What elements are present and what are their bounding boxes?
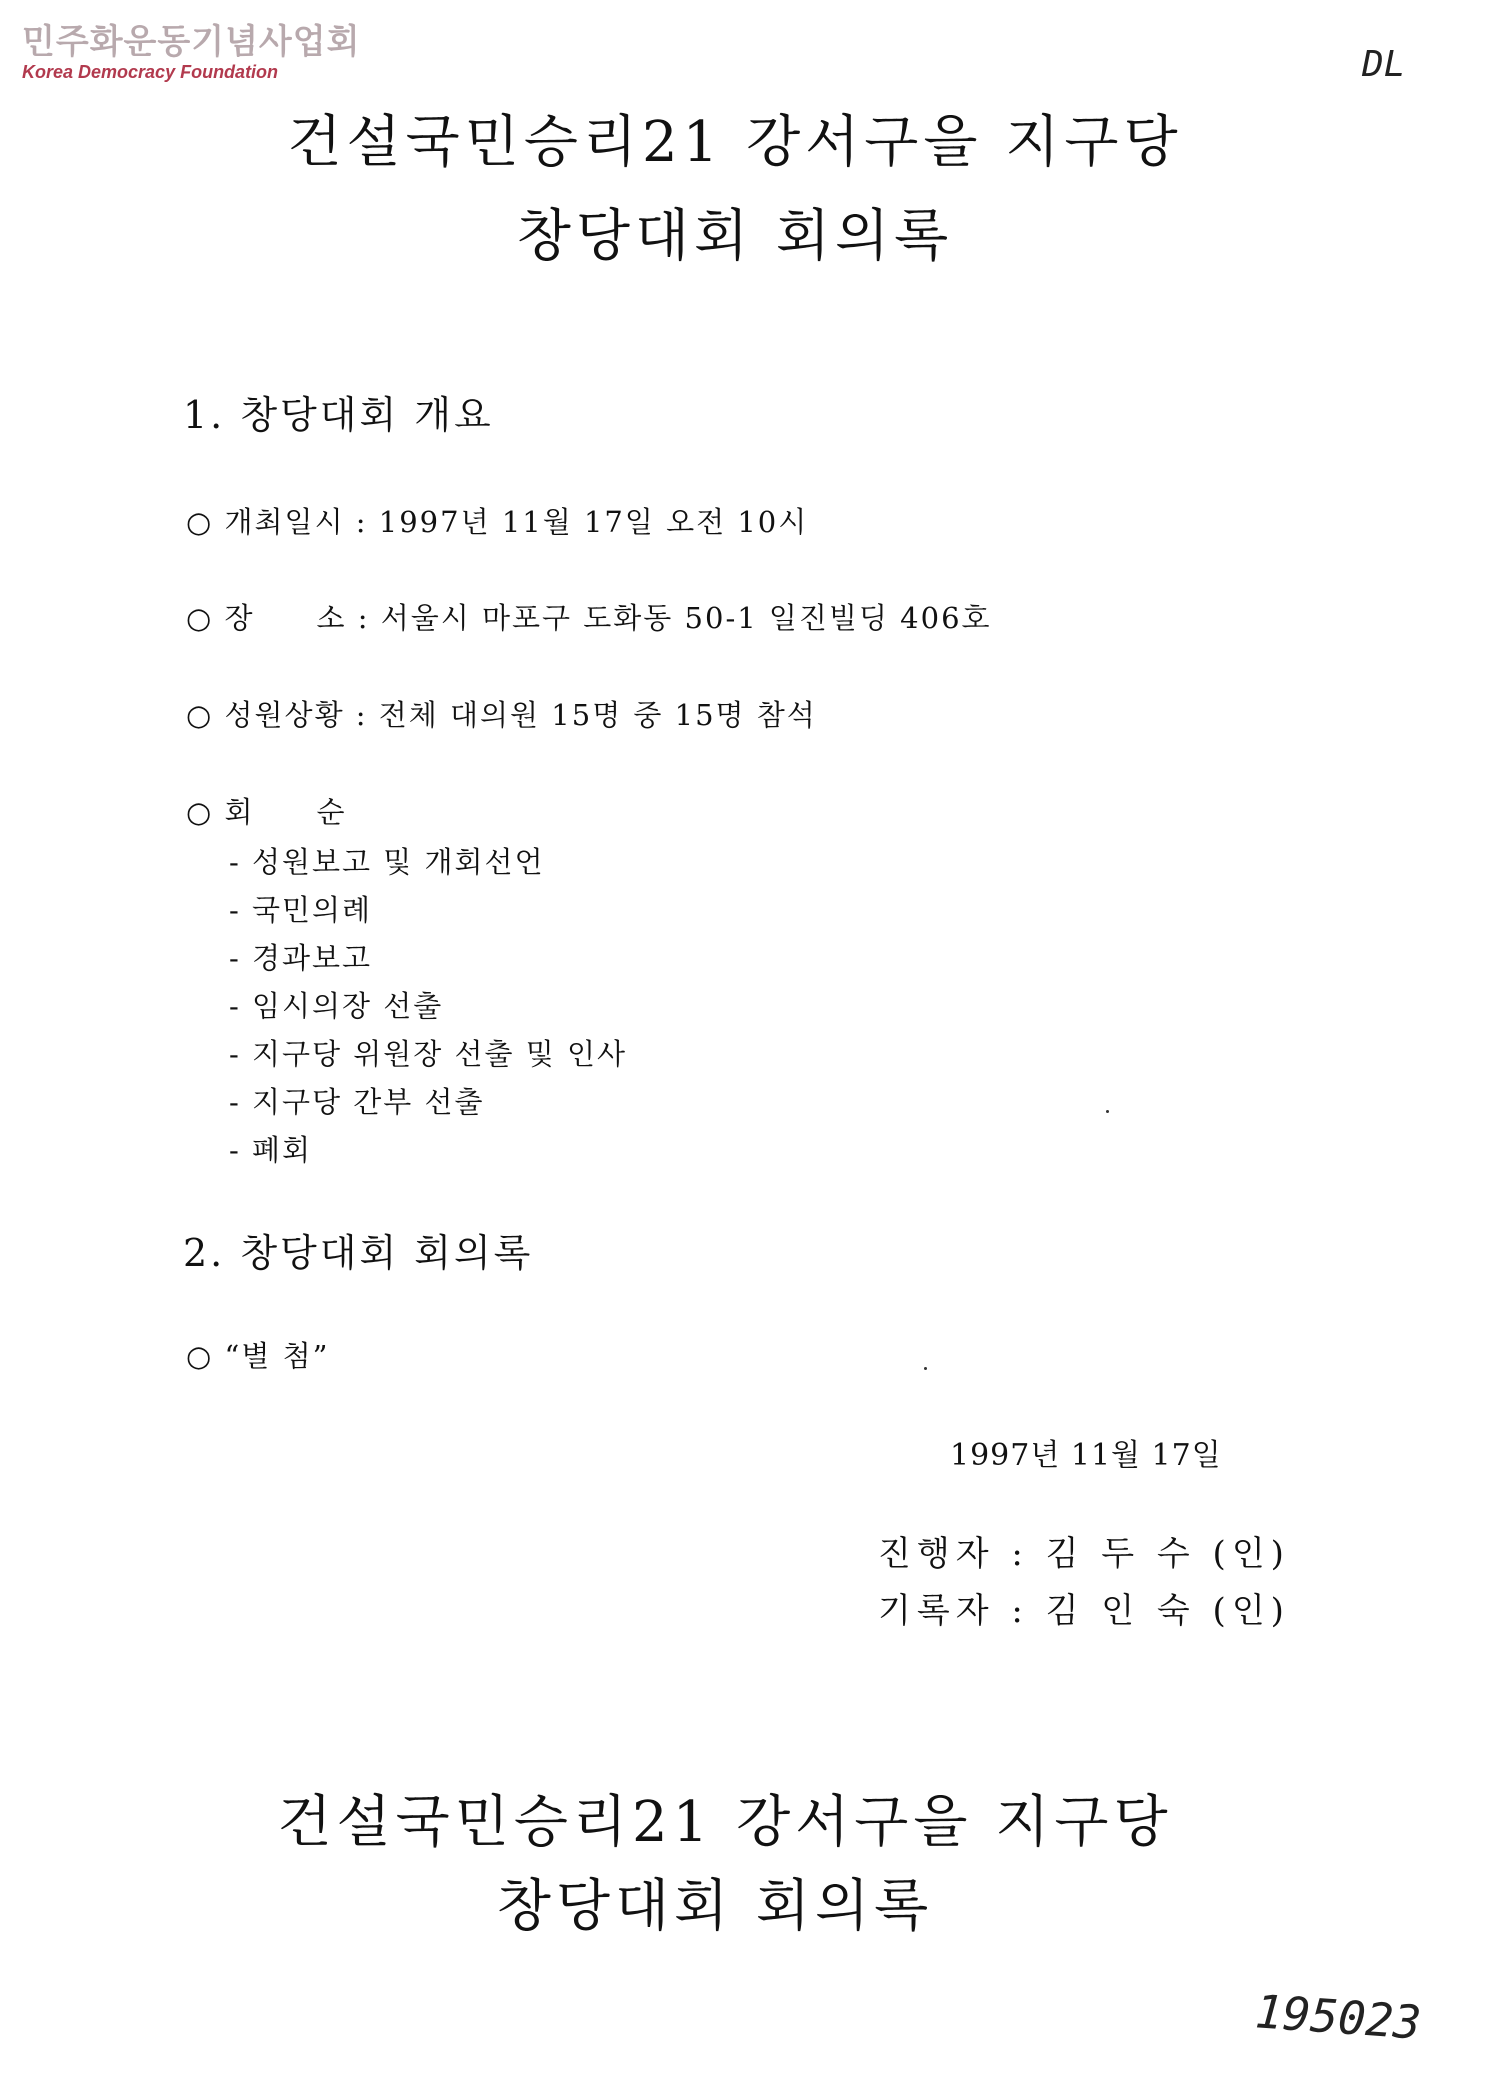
meeting-datetime: ○ 개최일시 : 1997년 11월 17일 오전 10시 xyxy=(186,505,809,539)
handwritten-document-number: 195023 xyxy=(1253,1984,1423,2050)
scan-speck xyxy=(1106,1110,1109,1113)
quorum-status: ○ 성원상황 : 전체 대의원 15명 중 15명 참석 xyxy=(186,698,817,732)
agenda-item: - 성원보고 및 개회선언 xyxy=(229,845,545,879)
agenda-label: ○ 회 순 xyxy=(186,795,347,829)
attachment-note: ○ “별 첨” xyxy=(186,1339,330,1373)
agenda-item: - 지구당 간부 선출 xyxy=(229,1085,485,1119)
recorder-signature: 기록자 : 김 인 숙 (인) xyxy=(878,1591,1290,1631)
document-title-line1: 건설국민승리21 강서구을 지구당 xyxy=(287,110,1183,175)
signoff-date: 1997년 11월 17일 xyxy=(950,1438,1222,1473)
section2-heading: 2. 창당대회 회의록 xyxy=(183,1231,534,1275)
meeting-place: ○ 장 소 : 서울시 마포구 도화동 50-1 일진빌딩 406호 xyxy=(186,601,992,635)
section1-heading: 1. 창당대회 개요 xyxy=(183,393,494,437)
watermark-org-korean: 민주화운동기념사업회 xyxy=(22,22,361,62)
agenda-item: - 폐회 xyxy=(229,1133,313,1167)
scan-speck xyxy=(924,1367,927,1370)
watermark-org-english: Korea Democracy Foundation xyxy=(22,62,279,82)
presider-signature: 진행자 : 김 두 수 (인) xyxy=(878,1534,1290,1574)
agenda-item: - 국민의례 xyxy=(229,893,373,927)
footer-title-line2: 창당대회 회의록 xyxy=(496,1874,934,1939)
handwritten-note-top: DL xyxy=(1362,44,1406,85)
agenda-item: - 경과보고 xyxy=(229,941,373,975)
document-title-line2: 창당대회 회의록 xyxy=(516,204,954,269)
agenda-item: - 임시의장 선출 xyxy=(229,989,444,1023)
footer-title-line1: 건설국민승리21 강서구을 지구당 xyxy=(277,1790,1173,1855)
agenda-item: - 지구당 위원장 선출 및 인사 xyxy=(229,1037,628,1071)
